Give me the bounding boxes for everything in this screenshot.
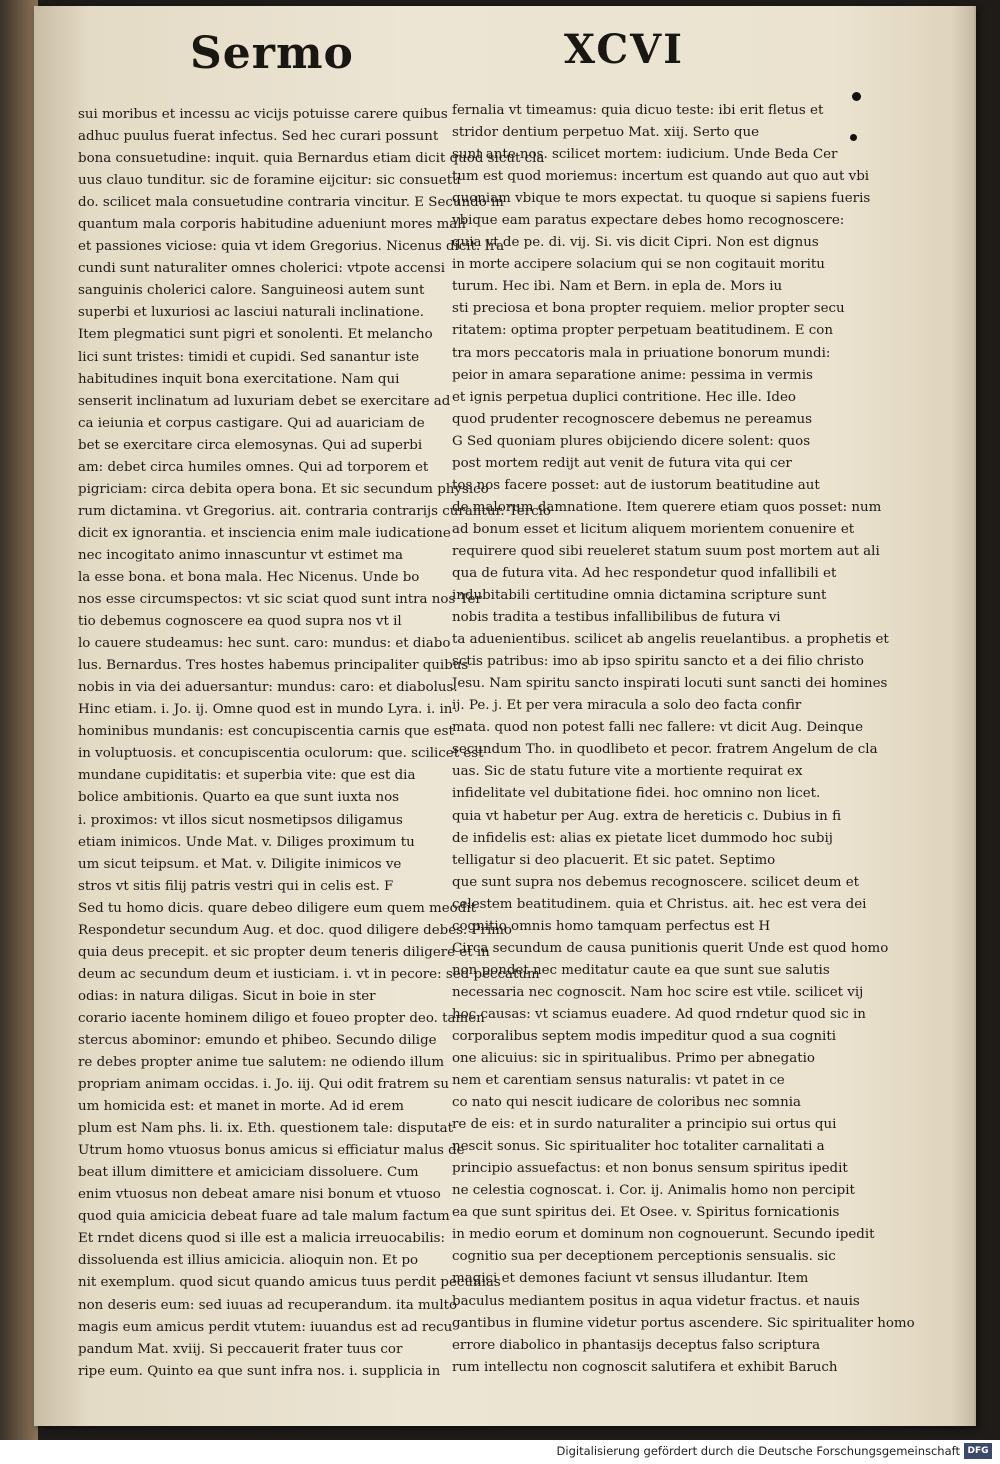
text-line: uus clauo tunditur. sic de foramine eijcitur: sic consuetu <box>78 173 461 189</box>
text-line: tum est quod moriemus: incertum est quando aut quo aut vbi <box>452 169 870 185</box>
text-line: de malorum damnatione. Item querere etiam quos posset: num <box>452 499 882 515</box>
text-line: telligatur si deo placuerit. Et sic patet. Septimo <box>452 852 776 868</box>
text-line: tos nos facere posset: aut de iustorum beatitudine aut <box>452 477 820 493</box>
text-line: sanguinis cholerici calore. Sanguineosi autem sunt <box>78 283 425 299</box>
text-line: in voluptuosis. et concupiscentia oculorum: que. scilicet est <box>78 746 484 762</box>
text-line: quoniam vbique te mors expectat. tu quoque si sapiens fueris <box>452 191 871 207</box>
text-line: que sunt supra nos debemus recognoscere. scilicet deum et <box>452 874 860 890</box>
left-text-column <box>78 104 551 1383</box>
folio-number: XCVI <box>564 26 684 73</box>
text-line: magis eum amicus perdit vtutem: iuuandus est ad recu <box>78 1319 453 1335</box>
worm-hole-mark <box>850 134 857 141</box>
text-line: gantibus in flumine videtur portus ascendere. Sic spiritualiter homo <box>452 1315 915 1331</box>
text-line: stercus abominor: emundo et phibeo. Secundo dilige <box>78 1032 437 1048</box>
text-line: dissoluenda est illius amicicia. alioquin non. Et po <box>78 1253 419 1269</box>
text-line: ad bonum esset et licitum aliquem morientem conuenire et <box>452 521 855 537</box>
text-line: sui moribus et incessu ac vicijs potuisse carere quibus <box>78 107 448 122</box>
dfg-logo: DFG <box>964 1443 992 1459</box>
text-line: odias: in natura diligas. Sicut in boie in ster <box>78 988 376 1004</box>
text-line: turum. Hec ibi. Nam et Bern. in epla de. Mors iu <box>452 279 783 295</box>
text-line: lici sunt tristes: timidi et cupidi. Sed sanantur iste <box>78 349 420 365</box>
text-line: sunt ante nos. scilicet mortem: iudicium. Unde Beda Cer <box>452 147 838 163</box>
text-line: uas. Sic de statu future vite a mortiente requirat ex <box>452 764 803 780</box>
text-line: errore diabolico in phantasijs deceptus falso scriptura <box>452 1337 821 1353</box>
text-line: quia vt habetur per Aug. extra de hereticis c. Dubius in fi <box>452 808 841 824</box>
text-line: qua de futura vita. Ad hec respondetur quod infallibili et <box>452 565 837 581</box>
text-line: co nato qui nescit iudicare de coloribus nec somnia <box>452 1095 802 1111</box>
worm-hole-mark <box>852 92 861 101</box>
running-head-sermo: Sermo <box>190 28 354 79</box>
text-line: la esse bona. et bona mala. Hec Nicenus. Unde bo <box>78 569 420 585</box>
text-line: etiam inimicos. Unde Mat. v. Diliges proximum tu <box>78 834 415 850</box>
text-line: nec incogitato animo innascuntur vt estimet ma <box>78 547 403 563</box>
text-line: tio debemus cognoscere ea quod supra nos vt il <box>78 614 402 630</box>
text-line: requirere quod sibi reueleret statum suum post mortem aut ali <box>452 543 880 559</box>
text-line: lo cauere studeamus: hec sunt. caro: mundus: et diabo <box>78 636 451 652</box>
funding-notice: Digitalisierung gefördert durch die Deutsche Forschungsgemeinschaft <box>556 1444 960 1458</box>
text-line: Respondetur secundum Aug. et doc. quod diligere debes. Primo <box>78 922 512 938</box>
text-line: beat illum dimittere et amiciciam dissoluere. Cum <box>78 1165 419 1181</box>
text-line: peior in amara separatione anime: pessima in vermis <box>452 367 813 383</box>
right-text-column <box>452 100 915 1379</box>
text-line: nescit sonus. Sic spiritualiter hoc totaliter carnalitati a <box>452 1139 825 1155</box>
text-line: baculus mediantem positus in aqua videtur fractus. et nauis <box>452 1293 860 1309</box>
text-line: propriam animam occidas. i. Jo. iij. Qui odit fratrem su <box>78 1077 449 1093</box>
text-line: lus. Bernardus. Tres hostes habemus principaliter quibus <box>78 658 469 674</box>
text-line: quantum mala corporis habitudine adueniunt mores mali <box>78 217 466 233</box>
text-line: nobis tradita a testibus infallibilibus de futura vi <box>452 610 781 626</box>
text-line: re de eis: et in surdo naturaliter a principio sui ortus qui <box>452 1117 837 1133</box>
book-page <box>34 6 976 1426</box>
text-line: habitudines inquit bona exercitatione. Nam qui <box>78 371 400 387</box>
text-line: G Sed quoniam plures obijciendo dicere solent: quos <box>452 433 811 449</box>
text-line: cognitio omnis homo tamquam perfectus est H <box>452 918 771 934</box>
text-line: mundane cupiditatis: et superbia vite: que est dia <box>78 768 416 784</box>
text-line: re debes propter anime tue salutem: ne odiendo illum <box>78 1055 445 1071</box>
text-line: rum intellectu non cognoscit salutifera et exhibit Baruch <box>452 1359 838 1375</box>
text-line: de infidelis est: alias ex pietate licet dummodo hoc subij <box>452 830 833 846</box>
text-line: post mortem redijt aut venit de futura vita qui cer <box>452 455 792 471</box>
text-line: sctis patribus: imo ab ipso spiritu sancto et a dei filio christo <box>452 654 864 670</box>
text-line: Et rndet dicens quod si ille est a malicia irreuocabilis: <box>78 1231 446 1247</box>
book-spine <box>0 0 38 1440</box>
text-line: et ignis perpetua duplici contritione. Hec ille. Ideo <box>452 389 796 405</box>
text-line: quia deus precepit. et sic propter deum teneris diligere et in <box>78 944 490 960</box>
text-line: um sicut teipsum. et Mat. v. Diligite inimicos ve <box>78 856 402 872</box>
text-line: ij. Pe. j. Et per vera miracula a solo deo facta confir <box>452 698 802 714</box>
text-line: tra mors peccatoris mala in priuatione bonorum mundi: <box>452 345 831 361</box>
text-line: i. proximos: vt illos sicut nosmetipsos diligamus <box>78 812 403 828</box>
text-line: cundi sunt naturaliter omnes cholerici: vtpote accensi <box>78 261 446 277</box>
text-line: bolice ambitionis. Quarto ea que sunt iuxta nos <box>78 790 400 806</box>
text-line: bet se exercitare circa elemosynas. Qui ad superbi <box>78 437 423 453</box>
text-line: one alicuius: sic in spiritualibus. Primo per abnegatio <box>452 1051 815 1067</box>
text-line: dicit ex ignorantia. et insciencia enim male iudicatione <box>78 525 451 541</box>
text-line: bona consuetudine: inquit. quia Bernardus etiam dicit quod sicut cla <box>78 151 545 167</box>
text-line: principio assuefactus: et non bonus sensum spiritus ipedit <box>452 1161 848 1177</box>
text-line: am: debet circa humiles omnes. Qui ad torporem et <box>78 459 429 475</box>
text-line: Hinc etiam. i. Jo. ij. Omne quod est in mundo Lyra. i. in <box>78 702 453 718</box>
text-line: quod prudenter recognoscere debemus ne pereamus <box>452 411 813 427</box>
text-line: Sed tu homo dicis. quare debeo diligere eum quem meodit <box>78 900 476 916</box>
text-line: stros vt sitis filij patris vestri qui in celis est. F <box>78 878 394 894</box>
text-line: non deseris eum: sed iuuas ad recuperandum. ita multo <box>78 1297 458 1313</box>
text-line: um homicida est: et manet in morte. Ad id erem <box>78 1099 404 1115</box>
text-line: nem et carentiam sensus naturalis: vt patet in ce <box>452 1073 785 1089</box>
text-line: stridor dentium perpetuo Mat. xiij. Serto que <box>452 125 759 141</box>
text-line: in medio eorum et dominum non cognouerunt. Secundo ipedit <box>452 1227 875 1243</box>
text-line: plum est Nam phs. li. ix. Eth. questionem tale: disputat <box>78 1121 454 1137</box>
text-line: in morte accipere solacium qui se non cogitauit moritu <box>452 257 825 273</box>
text-line: et passiones viciose: quia vt idem Gregorius. Nicenus dicit. Ira <box>78 239 505 255</box>
text-line: mata. quod non potest falli nec fallere: vt dicit Aug. Deinque <box>452 720 864 736</box>
text-line: Utrum homo vtuosus bonus amicus si efficiatur malus de <box>78 1143 465 1159</box>
text-line: hominibus mundanis: est concupiscentia carnis que est <box>78 724 454 740</box>
text-line: vbique eam paratus expectare debes homo recognoscere: <box>452 213 845 229</box>
text-line: sti preciosa et bona propter requiem. melior propter secu <box>452 301 845 317</box>
text-line: celestem beatitudinem. quia et Christus. ait. hec est vera dei <box>452 896 867 912</box>
text-line: hoc causas: vt sciamus euadere. Ad quod rndetur quod sic in <box>452 1006 866 1022</box>
text-line: corporalibus septem modis impeditur quod a sua cogniti <box>452 1028 837 1044</box>
text-line: deum ac secundum deum et iusticiam. i. vt in pecore: sed peccatum <box>78 966 540 982</box>
digitization-footer <box>0 1440 1000 1464</box>
text-line: ta aduenientibus. scilicet ab angelis reuelantibus. a prophetis et <box>452 632 889 648</box>
text-line: magici et demones faciunt vt sensus illudantur. Item <box>452 1271 809 1287</box>
text-line: non pondet nec meditatur caute ea que sunt sue salutis <box>452 962 830 978</box>
text-line: ritatem: optima propter perpetuam beatitudinem. E con <box>452 323 833 339</box>
text-line: necessaria nec cognoscit. Nam hoc scire est vtile. scilicet vij <box>452 984 864 1000</box>
text-line: nobis in via dei aduersantur: mundus: caro: et diabolus. <box>78 680 458 696</box>
text-line: pandum Mat. xviij. Si peccauerit frater tuus cor <box>78 1341 403 1357</box>
text-line: do. scilicet mala consuetudine contraria vincitur. E Secundo in <box>78 195 504 211</box>
text-line: nos esse circumspectos: vt sic sciat quod sunt intra nos Ter <box>78 592 482 608</box>
text-line: fernalia vt timeamus: quia dicuo teste: ibi erit fletus et <box>452 103 824 118</box>
text-line: ne celestia cognoscat. i. Cor. ij. Animalis homo non percipit <box>452 1183 855 1199</box>
text-line: Jesu. Nam spiritu sancto inspirati locuti sunt sancti dei homines <box>452 676 888 692</box>
text-line: ripe eum. Quinto ea que sunt infra nos. i. supplicia in <box>78 1363 441 1379</box>
text-line: rum dictamina. vt Gregorius. ait. contraria contrarijs curantur. Tercio <box>78 503 551 519</box>
text-line: senserit inclinatum ad luxuriam debet se exercitare ad <box>78 393 451 409</box>
text-line: Item plegmatici sunt pigri et sonolenti. Et melancho <box>78 327 433 343</box>
text-line: adhuc puulus fuerat infectus. Sed hec curari possunt <box>78 129 439 145</box>
text-line: secundum Tho. in quodlibeto et pecor. fratrem Angelum de cla <box>452 742 878 758</box>
text-line: quod quia amicicia debeat fuare ad tale malum factum <box>78 1209 450 1225</box>
text-line: ca ieiunia et corpus castigare. Qui ad auariciam de <box>78 415 425 431</box>
text-line: ea que sunt spiritus dei. Et Osee. v. Spiritus fornicationis <box>452 1205 840 1221</box>
text-line: nit exemplum. quod sicut quando amicus tuus perdit pecunias <box>78 1275 501 1291</box>
text-line: pigriciam: circa debita opera bona. Et sic secundum physico <box>78 481 489 497</box>
text-line: cognitio sua per deceptionem perceptionis sensualis. sic <box>452 1249 836 1265</box>
text-line: superbi et luxuriosi ac lasciui naturali inclinatione. <box>78 305 425 321</box>
text-line: indubitabili certitudine omnia dictamina scripture sunt <box>452 588 827 604</box>
text-line: infidelitate vel dubitatione fidei. hoc omnino non licet. <box>452 786 821 802</box>
text-line: quia vt de pe. di. vij. Si. vis dicit Cipri. Non est dignus <box>452 235 819 251</box>
text-line: enim vtuosus non debeat amare nisi bonum et vtuoso <box>78 1187 441 1203</box>
text-line: corario iacente hominem diligo et foueo propter deo. tamen <box>78 1010 485 1026</box>
text-line: Circa secundum de causa punitionis querit Unde est quod homo <box>452 940 889 956</box>
